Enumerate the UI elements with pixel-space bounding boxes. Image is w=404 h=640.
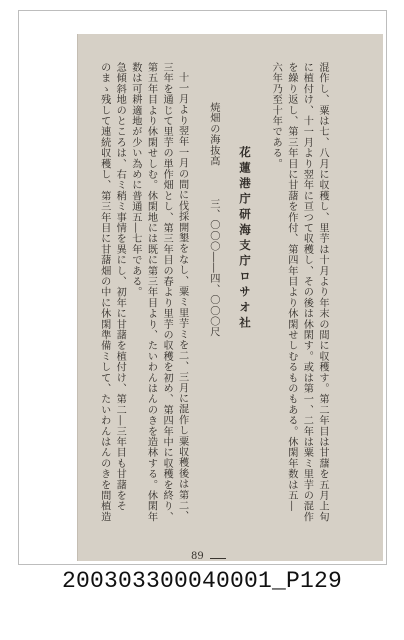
vertical-text-block: [70, 62, 330, 523]
paragraph-line: のまゝ残して連続収穫し、第三年目に甘藷畑の中に休閑準備ミして、たいわんはんのきを間植造: [98, 62, 110, 523]
elevation-value: 三、〇〇〇――四、〇〇〇尺: [207, 198, 219, 338]
elevation-line: [205, 62, 221, 517]
blank-line: [190, 62, 206, 517]
text-line: を繰り返し、第三年目に甘藷を作付、第四年目より休閑せしむるものもある。休閑年数は五―: [285, 62, 297, 512]
subtitle: 焼畑の海抜高: [207, 102, 219, 167]
paragraph-line: 三年を通じて里芋の単作畑とし、第三年目の春より里芋の収穫を初め、第四年中に収穫を終り、: [161, 62, 173, 523]
paragraph-line: 急傾斜地のところは、右ミ稍ミ事情を異にし、初年に甘藷を植付け、第二―三年目も甘藷をそ: [114, 62, 126, 512]
page-number: 89: [191, 551, 204, 562]
blank-line: [221, 62, 237, 517]
paragraph-line: 数は可耕適地が少い為めに普通五―七年である。: [129, 62, 141, 298]
section-heading: 花蓮港庁研海支庁ロサオ社: [238, 146, 253, 332]
blank-line: [252, 62, 268, 517]
paragraph-line: 十一月より翌年一月の間に伐採開墾をなし、粟ミ里芋ミを二、三月に混作し粟収穫後は第二、: [176, 72, 188, 522]
text-line: 六年乃至十年である。: [270, 62, 282, 169]
paragraph-line: 第五年目より休閑せしむ。休閑地には既に第三年目より、たいわんはんのきを造林する。休閑年: [145, 62, 157, 523]
text-line: 混作し、粟は七、八月に収穫し、里芋は十月より年末の間に収穫す。第二年目は甘藷を五月上旬: [317, 62, 328, 523]
archive-id-caption: 200303300040001_P129: [61, 568, 343, 594]
text-line: に植付け、十一月より翌年に亘つて収穫し、その後は休閑す。或は第一、二年は粟ミ里芋の混作: [301, 62, 313, 523]
page-number-rule: [210, 558, 226, 559]
